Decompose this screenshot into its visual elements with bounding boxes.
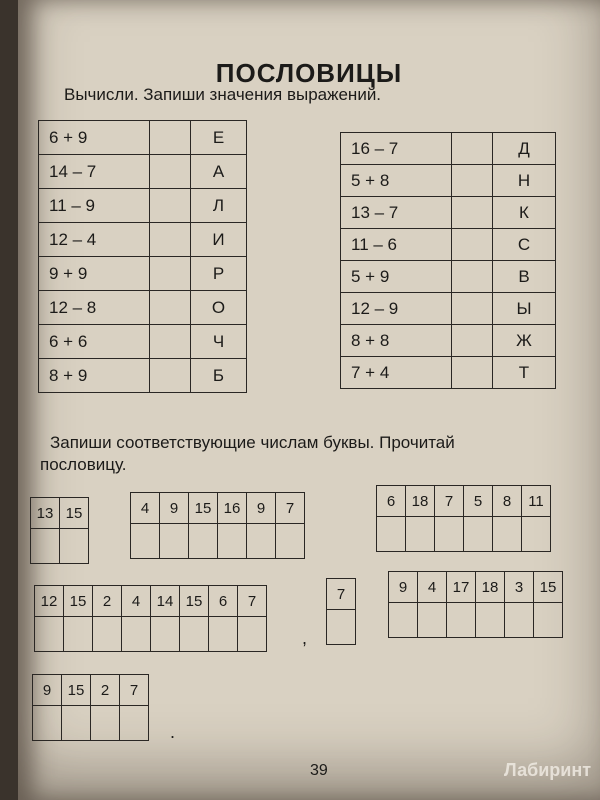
number-cell: 13 (31, 498, 60, 529)
letter-answer-row (33, 706, 149, 741)
expression-cell: 11 – 6 (341, 229, 452, 261)
letter-cell: Д (493, 133, 556, 165)
letter-cell: Ч (191, 325, 247, 359)
number-cell: 18 (476, 572, 505, 603)
answer-blank-cell[interactable] (452, 133, 493, 165)
letter-answer-cell[interactable] (91, 706, 120, 741)
number-cell: 4 (122, 586, 151, 617)
letter-cell: С (493, 229, 556, 261)
answer-blank-cell[interactable] (150, 155, 191, 189)
answer-group-7 (32, 674, 149, 741)
number-cell: 7 (276, 493, 305, 524)
number-cell: 7 (238, 586, 267, 617)
expression-cell: 13 – 7 (341, 197, 452, 229)
number-cell: 18 (406, 486, 435, 517)
number-cell: 7 (327, 579, 356, 610)
letter-answer-cell[interactable] (93, 617, 122, 652)
expression-cell: 7 + 4 (341, 357, 452, 389)
number-cell: 7 (120, 675, 149, 706)
letter-answer-cell[interactable] (33, 706, 62, 741)
letter-answer-row (131, 524, 305, 559)
letter-answer-cell[interactable] (31, 529, 60, 564)
number-cell: 17 (447, 572, 476, 603)
instruction-letters-line1: Запиши соответствующие числам буквы. Прочитай (50, 433, 455, 452)
number-row (389, 572, 563, 603)
page-number: 39 (310, 762, 328, 779)
number-cell: 6 (377, 486, 406, 517)
letter-cell: И (191, 223, 247, 257)
page-title: ПОСЛОВИЦЫ (215, 58, 403, 88)
number-cell: 15 (62, 675, 91, 706)
answer-group-2 (130, 492, 305, 559)
expression-row (341, 357, 556, 389)
expression-row (341, 261, 556, 293)
number-cell: 15 (534, 572, 563, 603)
number-row (31, 498, 89, 529)
letter-answer-cell[interactable] (131, 524, 160, 559)
letter-answer-cell[interactable] (209, 617, 238, 652)
letter-cell: Н (493, 165, 556, 197)
letter-answer-row (389, 603, 563, 638)
letter-answer-cell[interactable] (464, 517, 493, 552)
letter-cell: О (191, 291, 247, 325)
letter-answer-cell[interactable] (62, 706, 91, 741)
expression-row (39, 291, 247, 325)
letter-answer-row (35, 617, 267, 652)
letter-answer-cell[interactable] (389, 603, 418, 638)
letter-answer-cell[interactable] (493, 517, 522, 552)
expression-row (39, 155, 247, 189)
workbook-page (18, 0, 600, 800)
letter-answer-cell[interactable] (160, 524, 189, 559)
number-cell: 9 (33, 675, 62, 706)
comma-mark: , (302, 628, 308, 648)
answer-blank-cell[interactable] (150, 257, 191, 291)
letter-cell: А (191, 155, 247, 189)
letter-answer-cell[interactable] (151, 617, 180, 652)
expression-row (341, 325, 556, 357)
answer-group-4 (34, 585, 267, 652)
letter-cell: К (493, 197, 556, 229)
letter-answer-cell[interactable] (435, 517, 464, 552)
letter-answer-cell[interactable] (35, 617, 64, 652)
number-cell: 8 (493, 486, 522, 517)
letter-answer-cell[interactable] (534, 603, 563, 638)
number-cell: 12 (35, 586, 64, 617)
answer-blank-cell[interactable] (452, 357, 493, 389)
expressions-table-right (340, 132, 556, 389)
expression-row (341, 197, 556, 229)
number-cell: 14 (151, 586, 180, 617)
letter-answer-cell[interactable] (247, 524, 276, 559)
answer-blank-cell[interactable] (150, 359, 191, 393)
letter-answer-cell[interactable] (377, 517, 406, 552)
expression-cell: 14 – 7 (39, 155, 150, 189)
number-cell: 15 (60, 498, 89, 529)
letter-answer-cell[interactable] (180, 617, 209, 652)
expression-cell: 12 – 4 (39, 223, 150, 257)
expressions-table-left (38, 120, 247, 393)
answer-blank-cell[interactable] (452, 325, 493, 357)
letter-cell: В (493, 261, 556, 293)
answer-blank-cell[interactable] (150, 325, 191, 359)
expression-cell: 5 + 9 (341, 261, 452, 293)
number-row (131, 493, 305, 524)
answer-group-3 (376, 485, 551, 552)
expression-row (39, 359, 247, 393)
number-cell: 5 (464, 486, 493, 517)
expression-row (39, 325, 247, 359)
expression-cell: 12 – 8 (39, 291, 150, 325)
letter-answer-row (327, 610, 356, 645)
letter-answer-cell[interactable] (276, 524, 305, 559)
number-cell: 3 (505, 572, 534, 603)
letter-answer-cell[interactable] (218, 524, 247, 559)
answer-blank-cell[interactable] (452, 261, 493, 293)
number-cell: 15 (189, 493, 218, 524)
number-cell: 4 (131, 493, 160, 524)
answer-blank-cell[interactable] (452, 197, 493, 229)
answer-group-1 (30, 497, 89, 564)
expression-row (39, 121, 247, 155)
number-cell: 2 (93, 586, 122, 617)
expression-cell: 6 + 6 (39, 325, 150, 359)
number-cell: 15 (180, 586, 209, 617)
letter-answer-cell[interactable] (522, 517, 551, 552)
instruction-letters-line2: пословицу. (40, 455, 127, 474)
letter-answer-cell[interactable] (189, 524, 218, 559)
answer-blank-cell[interactable] (452, 165, 493, 197)
answer-blank-cell[interactable] (150, 189, 191, 223)
expression-cell: 16 – 7 (341, 133, 452, 165)
expression-row (39, 257, 247, 291)
letter-cell: Т (493, 357, 556, 389)
expression-row (341, 165, 556, 197)
letter-answer-row (377, 517, 551, 552)
expression-cell: 12 – 9 (341, 293, 452, 325)
expression-row (341, 133, 556, 165)
number-cell: 9 (160, 493, 189, 524)
letter-answer-cell[interactable] (327, 610, 356, 645)
letter-cell: Б (191, 359, 247, 393)
expression-cell: 5 + 8 (341, 165, 452, 197)
number-cell: 11 (522, 486, 551, 517)
letter-answer-cell[interactable] (122, 617, 151, 652)
answer-blank-cell[interactable] (150, 223, 191, 257)
letter-answer-cell[interactable] (476, 603, 505, 638)
answer-blank-cell[interactable] (150, 291, 191, 325)
period-mark: . (170, 722, 176, 742)
expression-cell: 11 – 9 (39, 189, 150, 223)
letter-answer-cell[interactable] (60, 529, 89, 564)
letter-answer-cell[interactable] (120, 706, 149, 741)
answer-group-5 (326, 578, 356, 645)
expression-row (39, 223, 247, 257)
letter-answer-cell[interactable] (418, 603, 447, 638)
expression-cell: 6 + 9 (39, 121, 150, 155)
letter-answer-cell[interactable] (505, 603, 534, 638)
expression-cell: 8 + 9 (39, 359, 150, 393)
letter-answer-cell[interactable] (447, 603, 476, 638)
answer-blank-cell[interactable] (452, 293, 493, 325)
number-row (327, 579, 356, 610)
letter-answer-cell[interactable] (238, 617, 267, 652)
letter-answer-row (31, 529, 89, 564)
number-row (377, 486, 551, 517)
answer-group-6 (388, 571, 563, 638)
number-cell: 6 (209, 586, 238, 617)
number-cell: 4 (418, 572, 447, 603)
letter-answer-cell[interactable] (406, 517, 435, 552)
expression-row (39, 189, 247, 223)
letter-cell: Е (191, 121, 247, 155)
number-row (35, 586, 267, 617)
number-cell: 2 (91, 675, 120, 706)
letter-cell: Ы (493, 293, 556, 325)
answer-blank-cell[interactable] (150, 121, 191, 155)
number-cell: 15 (64, 586, 93, 617)
expression-row (341, 229, 556, 261)
expression-cell: 8 + 8 (341, 325, 452, 357)
answer-blank-cell[interactable] (452, 229, 493, 261)
number-row (33, 675, 149, 706)
watermark-logo: Лабиринт (504, 760, 592, 780)
expression-row (341, 293, 556, 325)
number-cell: 7 (435, 486, 464, 517)
number-cell: 9 (389, 572, 418, 603)
letter-answer-cell[interactable] (64, 617, 93, 652)
letter-cell: Р (191, 257, 247, 291)
letter-cell: Ж (493, 325, 556, 357)
number-cell: 9 (247, 493, 276, 524)
letter-cell: Л (191, 189, 247, 223)
expression-cell: 9 + 9 (39, 257, 150, 291)
instruction-calculate: Вычисли. Запиши значения выражений. (64, 85, 382, 104)
number-cell: 16 (218, 493, 247, 524)
